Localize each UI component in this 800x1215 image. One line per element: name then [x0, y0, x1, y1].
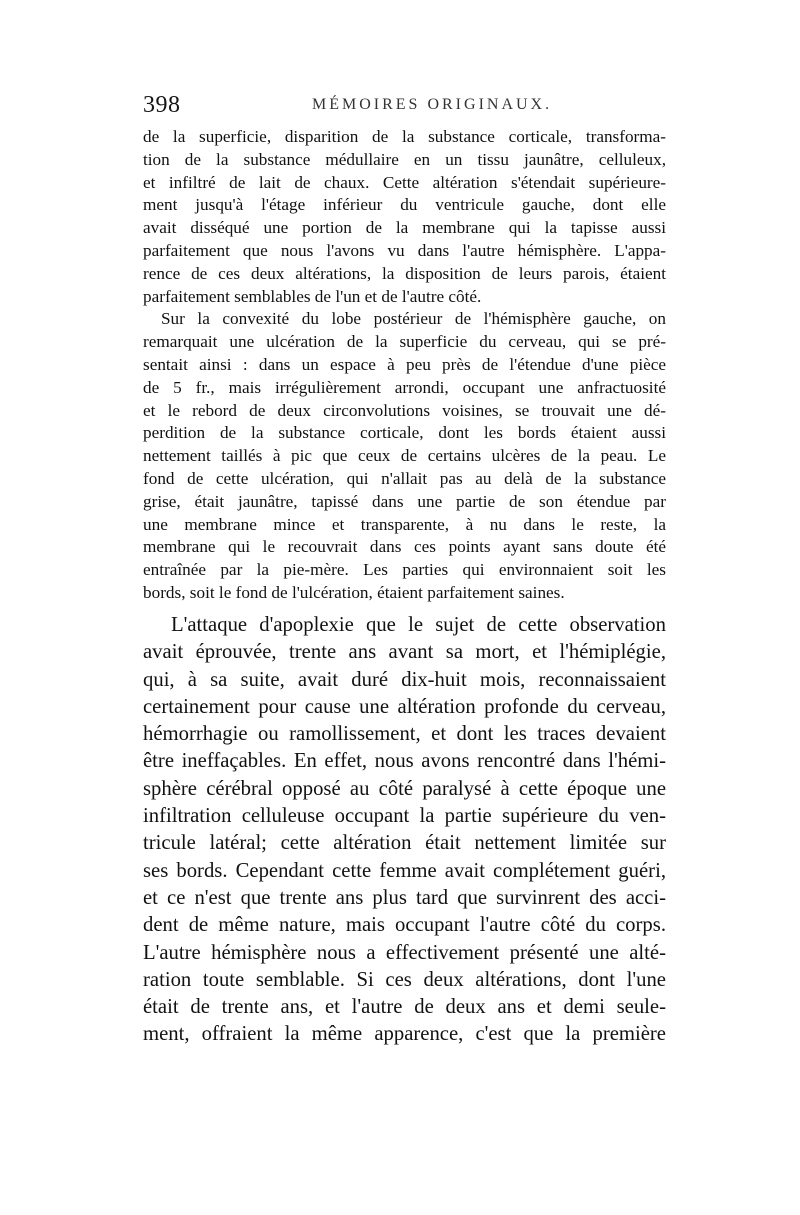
- text-line: certainement pour cause une altération profonde du cerveau,: [143, 695, 666, 718]
- text-line: sentait ainsi : dans un espace à peu près de l'étendue d'une pièce: [143, 354, 666, 374]
- text-line: dent de même nature, mais occupant l'autre côté du corps.: [143, 914, 666, 937]
- text-line: avait éprouvée, trente ans avant sa mort, et l'hémiplégie,: [143, 641, 666, 664]
- text-line: ses bords. Cependant cette femme avait complétement guéri,: [143, 859, 666, 882]
- running-head: MÉMOIRES ORIGINAUX.: [312, 96, 553, 113]
- text-line: qui, à sa suite, avait duré dix-huit mois, reconnaissaient: [143, 668, 666, 691]
- text-line: L'autre hémisphère nous a effectivement présenté une alté-: [143, 941, 666, 964]
- text-line: bords, soit le fond de l'ulcération, étaient parfaitement saines.: [143, 582, 565, 602]
- paragraph-large-type: [143, 612, 666, 1049]
- page-header: [140, 92, 670, 122]
- text-line: de la superficie, disparition de la substance corticale, transforma-: [143, 127, 666, 146]
- text-line: tion de la substance médullaire en un tissu jaunâtre, celluleux,: [143, 149, 666, 169]
- text-line: entraînée par la pie-mère. Les parties qui environnaient soit les: [143, 560, 666, 580]
- text-line: ment, offraient la même apparence, c'est que la première: [143, 1023, 666, 1046]
- text-line: grise, était jaunâtre, tapissé dans une partie de son étendue par: [143, 491, 666, 511]
- text-line: parfaitement semblables de l'un et de l'autre côté.: [143, 286, 482, 306]
- text-line: et ce n'est que trente ans plus tard que survinrent des acci-: [143, 886, 666, 909]
- page-number: 398: [143, 92, 181, 118]
- text-line: membrane qui le recouvrait dans ces points ayant sans doute été: [143, 537, 666, 557]
- text-line: infiltration celluleuse occupant la partie supérieure du ven-: [143, 805, 666, 828]
- text-line: tricule latéral; cette altération était nettement limitée sur: [143, 832, 666, 855]
- paragraph-small-type: [143, 126, 666, 605]
- text-line: Sur la convexité du lobe postérieur de l'hémisphère gauche, on: [161, 309, 666, 329]
- text-line: sphère cérébral opposé au côté paralysé à cette époque une: [143, 777, 666, 800]
- text-line: avait disséqué une portion de la membrane qui la tapisse aussi: [143, 218, 666, 238]
- text-line: remarquait une ulcération de la superficie du cerveau, qui se pré-: [143, 332, 666, 352]
- text-line: L'attaque d'apoplexie que le sujet de cette observation: [171, 614, 666, 636]
- text-line: était de trente ans, et l'autre de deux ans et demi seule-: [143, 996, 666, 1019]
- text-line: être ineffaçables. En effet, nous avons rencontré dans l'hémi-: [143, 750, 666, 773]
- text-line: une membrane mince et transparente, à nu dans le reste, la: [143, 514, 666, 534]
- text-line: et infiltré de lait de chaux. Cette altération s'étendait supérieure-: [143, 172, 666, 192]
- text-line: ration toute semblable. Si ces deux altérations, dont l'une: [143, 968, 666, 991]
- text-line: de 5 fr., mais irrégulièrement arrondi, occupant une anfractuosité: [143, 377, 666, 397]
- text-line: parfaitement que nous l'avons vu dans l'autre hémisphère. L'appa-: [143, 240, 666, 260]
- text-line: nettement taillés à pic que ceux de certains ulcères de la peau. Le: [143, 446, 666, 466]
- text-line: rence de ces deux altérations, la disposition de leurs parois, étaient: [143, 263, 666, 283]
- text-line: perdition de la substance corticale, dont les bords étaient aussi: [143, 423, 666, 443]
- text-line: ment jusqu'à l'étage inférieur du ventricule gauche, dont elle: [143, 195, 666, 215]
- text-line: et le rebord de deux circonvolutions voisines, se trouvait une dé-: [143, 400, 666, 420]
- text-line: fond de cette ulcération, qui n'allait pas au delà de la substance: [143, 468, 666, 488]
- text-line: hémorrhagie ou ramollissement, et dont les traces devaient: [143, 723, 666, 746]
